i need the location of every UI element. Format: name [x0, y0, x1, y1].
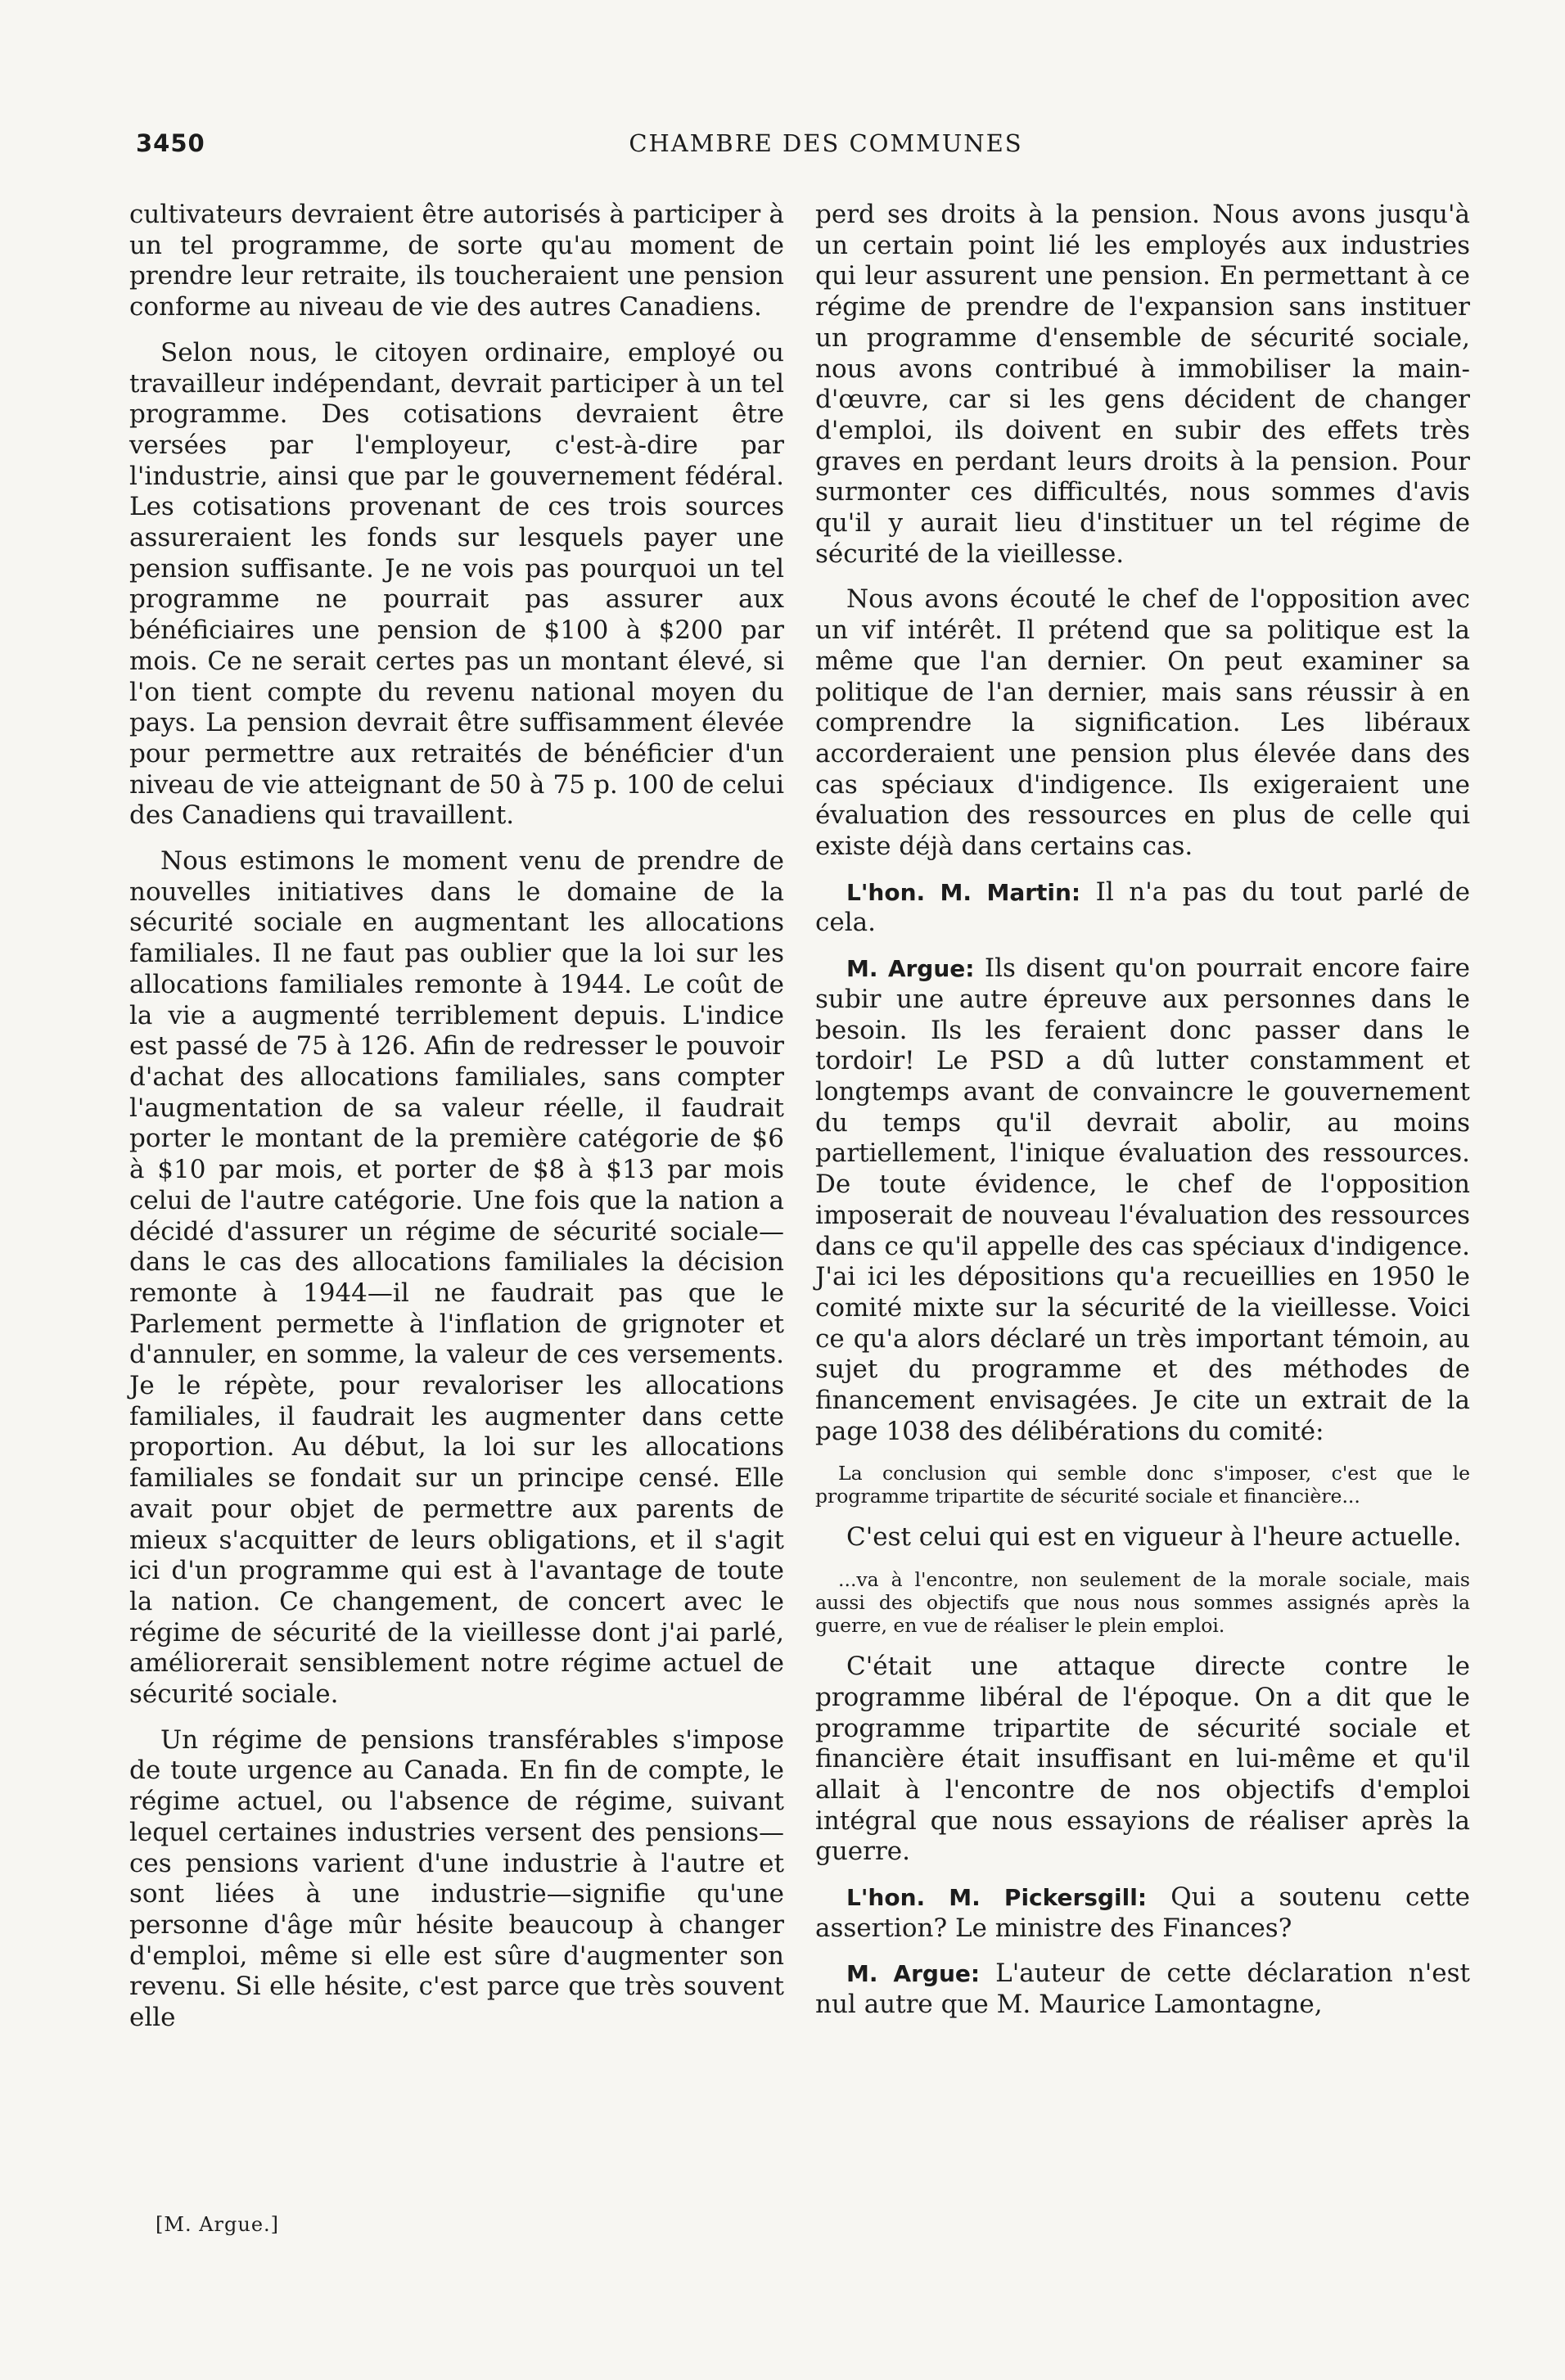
right-paragraph-8 — [815, 1959, 1470, 2020]
running-head: CHAMBRE DES COMMUNES — [629, 129, 1023, 157]
right-column — [815, 200, 1470, 2035]
left-paragraph-2: Selon nous, le citoyen ordinaire, employé ou travailleur indépendant, devrait participer à un tel programme. Des cotisations devraient être versées par l'employeur, c'est-à-dire par l'industrie, ainsi que par le gouvernement fédéral. Les cotisations provenant de ces trois sources assureraient les fonds sur lesquels payer une pension suffisante. Je ne vois pas pourquoi un tel programme ne pourrait pas assurer aux bénéficiaires une pension de $100 à $200 par mois. Ce ne serait certes pas un montant élevé, si l'on tient compte du revenu national moyen du pays. La pension devrait être suffisamment élevée pour permettre aux retraités de bénéficier d'un niveau de vie atteignant de 50 à 75 p. 100 de celui des Canadiens qui travaillent. — [129, 337, 784, 831]
right-paragraph-3 — [815, 877, 1470, 939]
right-paragraph-5: C'est celui qui est en vigueur à l'heure actuelle. — [846, 1522, 1462, 1553]
speaker-footnote: [M. Argue.] — [156, 2213, 280, 2236]
left-paragraph-1: cultivateurs devraient être autorisés à participer à un tel programme, de sorte qu'au moment de prendre leur retraite, ils toucheraient une pension conforme au niveau de vie des autres Canadiens. — [129, 200, 784, 322]
right-paragraph-1: perd ses droits à la pension. Nous avons jusqu'à un certain point lié les employés aux industries qui leur assurent une pension. En permettant à ce régime de prendre de l'expansion sans instituer un programme d'ensemble de sécurité sociale, nous avons contribué à immobiliser la main-d'œuvre, car si les gens décident de changer d'emploi, ils doivent en subir des effets très graves en perdant leurs droits à la pension. Pour surmonter ces difficultés, nous sommes d'avis qu'il y aurait lieu d'instituer un tel régime de sécurité de la vieillesse. — [815, 200, 1470, 569]
speech-text: Ils disent qu'on pourrait encore faire subir une autre épreuve aux personnes dans le besoin. Ils les feraient donc passer dans le tordoir! Le PSD a dû lutter constamment et longtemps avant de convaincre le gouvernement du temps qu'il devrait abolir, au moins partiellement, l'inique évaluation des ressources. De toute évidence, le chef de l'opposition imposerait de nouveau l'évaluation des ressources dans ce qu'il appelle des cas spéciaux d'indigence. J'ai ici les dépositions qu'a recueillies en 1950 le comité mixte sur la sécurité de la vieillesse. Voici ce qu'a alors déclaré un très important témoin, au sujet du programme et des méthodes de financement envisagées. Je cite un extrait de la page 1038 des délibérations du comité: — [815, 953, 1471, 1446]
speaker-label: L'hon. M. Pickersgill: — [846, 1884, 1148, 1912]
speech-text: L'auteur de cette déclaration n'est nul autre que M. Maurice Lamontagne, — [815, 1959, 1470, 2020]
left-paragraph-3: Nous estimons le moment venu de prendre de nouvelles initiatives dans le domaine de la sécurité sociale en augmentant les allocations familiales. Il ne faut pas oublier que la loi sur les allocations familiales remonte à 1944. Le coût de la vie a augmenté terriblement depuis. L'indice est passé de 75 à 126. Afin de redresser le pouvoir d'achat des allocations familiales, sans compter l'augmentation de sa valeur réelle, il faudrait porter le montant de la première catégorie de $6 à $10 par mois, et porter de $8 à $13 par mois celui de l'autre catégorie. Une fois que la nation a décidé d'assurer un régime de sécurité sociale—dans le cas des allocations familiales la décision remonte à 1944—il ne faudrait pas que le Parlement permette à l'inflation de grignoter et d'annuler, en somme, la valeur de ces versements. Je le répète, pour revaloriser les allocations familiales, il faudrait les augmenter dans cette proportion. Au début, la loi sur les allocations familiales se fondait sur un principe censé. Elle avait pour objet de permettre aux parents de mieux s'acquitter de leurs obligations, et il s'agit ici d'un programme qui est à l'avantage de toute la nation. Ce changement, de concert avec le régime de sécurité de la vieillesse dont j'ai parlé, améliorerait sensiblement notre régime actuel de sécurité sociale. — [129, 846, 784, 1710]
speech-text: Qui a soutenu cette assertion? Le ministre des Finances? — [815, 1882, 1470, 1943]
quotation-1: La conclusion qui semble donc s'imposer, c'est que le programme tripartite de sécurité sociale et financière... — [815, 1462, 1470, 1508]
speech-text: Il n'a pas du tout parlé de cela. — [815, 877, 1470, 938]
speaker-label: M. Argue: — [846, 1960, 981, 1988]
right-paragraph-2: Nous avons écouté le chef de l'opposition avec un vif intérêt. Il prétend que sa politique est la même que l'an dernier. On peut examiner sa politique de l'an dernier, mais sans réussir à en comprendre la signification. Les libéraux accorderaient une pension plus élevée dans des cas spéciaux d'indigence. Ils exigeraient une évaluation des ressources en plus de celle qui existe déjà dans certains cas. — [815, 584, 1470, 862]
left-paragraph-4: Un régime de pensions transférables s'impose de toute urgence au Canada. En fin de compte, le régime actuel, ou l'absence de régime, suivant lequel certaines industries versent des pensions—ces pensions varient d'une industrie à l'autre et sont liées à une industrie—signifie qu'une personne d'âge mûr hésite beaucoup à changer d'emploi, même si elle est sûre d'augmenter son revenu. Si elle hésite, c'est parce que très souvent elle — [129, 1724, 784, 2033]
right-paragraph-4 — [815, 953, 1470, 1447]
right-paragraph-7 — [815, 1882, 1470, 1944]
quotation-2: ...va à l'encontre, non seulement de la morale sociale, mais aussi des objectifs que nous nous sommes assignés après la guerre, en vue de réaliser le plein emploi. — [815, 1568, 1470, 1638]
page-header — [136, 129, 1434, 169]
left-column — [129, 200, 784, 2049]
speaker-label: M. Argue: — [846, 955, 975, 983]
speaker-label: L'hon. M. Martin: — [846, 878, 1081, 906]
right-paragraph-6: C'était une attaque directe contre le programme libéral de l'époque. On a dit que le programme tripartite de sécurité sociale et financière était insuffisant en lui-même et qu'il allait à l'encontre de nos objectifs d'emploi intégral que nous essayions de réaliser après la guerre. — [815, 1652, 1470, 1867]
page-number: 3450 — [136, 129, 205, 157]
